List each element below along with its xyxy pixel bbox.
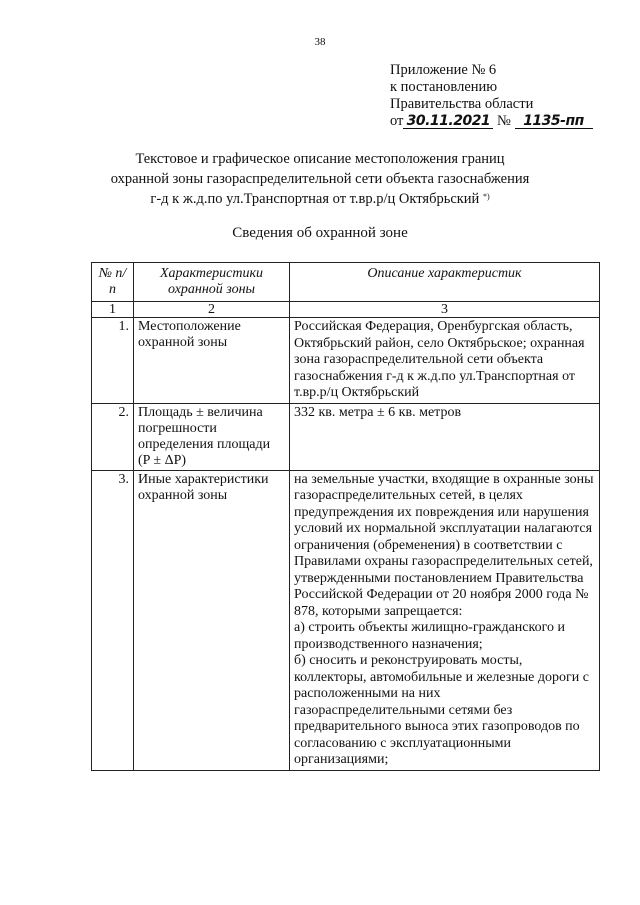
row-description-item: б) сносить и реконструировать мосты, коллекторы, автомобильные и железные дороги с расположенными на них газораспределительными сетями без предварительного выноса этих газопроводов по согласованию с эксплуатационными организациями;: [294, 653, 589, 767]
appendix-line-3: Правительства области: [390, 96, 534, 112]
appendix-line-1: Приложение № 6: [390, 62, 497, 78]
row-description: 332 кв. метра ± 6 кв. метров: [290, 403, 600, 470]
table-header-row: [92, 263, 600, 302]
row-description-item: а) строить объекты жилищно-гражданского и производственного назначения;: [294, 620, 565, 652]
row-description-intro: на земельные участки, входящие в охранные зоны газораспределительных сетей, в целях предупреждения их повреждения или нарушения условий их нормальной эксплуатации налагаются ограничения (обременения) в соответствии с Правилами охраны газораспределительных сетей, утвержденными постановлением Правительства Российской Федерации от 20 ноября 2000 года № 878, которыми запрещается:: [294, 471, 594, 619]
number-label: №: [497, 113, 511, 129]
row-characteristic: Иные характеристики охранной зоны: [134, 470, 290, 770]
header-description: Описание характеристик: [290, 263, 600, 302]
index-cell: 1: [92, 302, 134, 318]
title-line-3-text: г-д к ж.д.по ул.Транспортная от т.вр.р/ц Октябрьский: [150, 191, 480, 207]
index-cell: 2: [134, 302, 290, 318]
index-cell: 3: [290, 302, 600, 318]
row-description: [290, 470, 600, 770]
page-number: 38: [314, 36, 326, 48]
table-row: [92, 470, 600, 770]
handwritten-number: 1135-пп: [515, 114, 593, 129]
handwritten-date: 30.11.2021: [403, 114, 493, 129]
from-label: от: [390, 113, 404, 129]
header-num: № п/п: [92, 263, 134, 302]
document-title: [60, 149, 580, 209]
row-characteristic: Местоположение охранной зоны: [134, 318, 290, 404]
table-row: [92, 403, 600, 470]
appendix-date-line: [390, 113, 620, 130]
row-number: 3.: [92, 470, 134, 770]
footnote-mark: *): [482, 192, 490, 201]
header-characteristics: Характеристики охранной зоны: [134, 263, 290, 302]
table-row: [92, 318, 600, 404]
appendix-block: [390, 62, 620, 130]
row-description: Российская Федерация, Оренбургская область, Октябрьский район, село Октябрьское; охранная зона газораспределительной сети объекта газоснабжения г-д к ж.д.по ул.Транспортная от т.вр.р/ц Октябрьский: [290, 318, 600, 404]
zone-table: [91, 262, 600, 771]
row-characteristic: Площадь ± величина погрешности определения площади (P ± ΔP): [134, 403, 290, 470]
appendix-line-2: к постановлению: [390, 79, 498, 95]
section-subtitle: Сведения об охранной зоне: [232, 225, 408, 241]
title-line-2: охранной зоны газораспределительной сети объекта газоснабжения: [110, 171, 530, 187]
title-line-3: [60, 189, 580, 209]
table-index-row: [92, 302, 600, 318]
row-number: 2.: [92, 403, 134, 470]
row-number: 1.: [92, 318, 134, 404]
title-line-1: Текстовое и графическое описание местоположения границ: [135, 151, 505, 167]
